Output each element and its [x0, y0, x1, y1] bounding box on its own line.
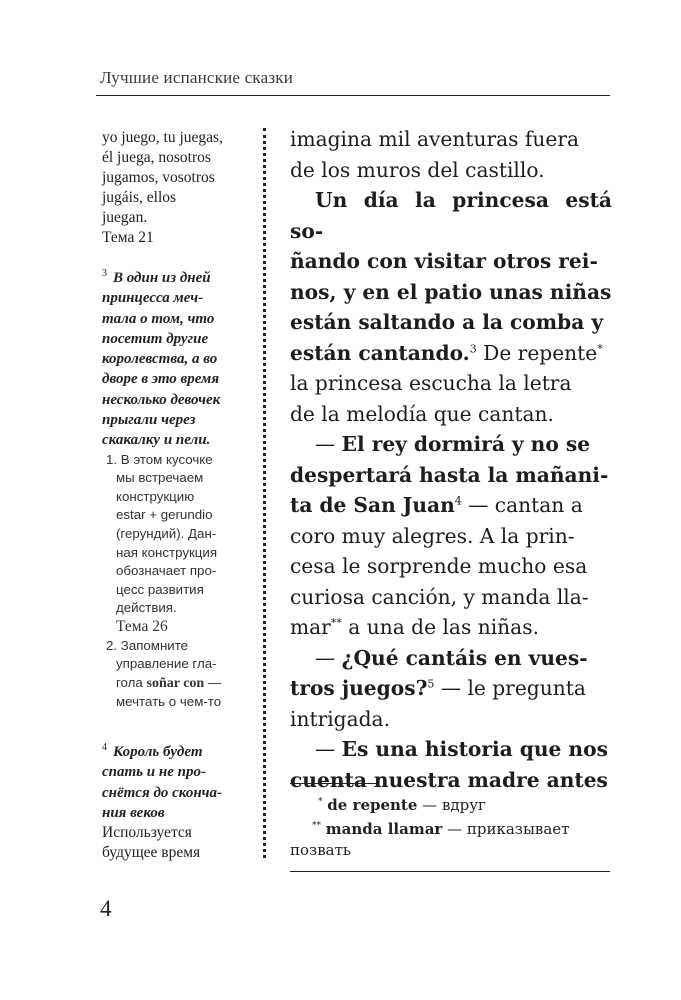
footnote-2-continued: позвать: [290, 841, 352, 859]
comment-line: ная конструкция: [116, 544, 218, 560]
note-line: Король будет: [113, 743, 203, 760]
comment-line: действия.: [116, 600, 177, 616]
conj-line: yo juego, tu juegas,: [102, 129, 223, 146]
text-line: [290, 185, 612, 246]
comment-term: soñar con: [146, 675, 205, 691]
footnote-def: — приказывает: [442, 820, 570, 838]
note-ref: 3: [469, 341, 477, 355]
comment-line: 1. В этом кусочке: [106, 451, 213, 467]
footnote-term: manda llamar: [325, 820, 443, 838]
text-line: intrigada.: [290, 706, 391, 731]
comment-line: 2. Запомните: [106, 637, 189, 653]
text-line: [290, 734, 612, 765]
comment-4-line: Используется: [102, 824, 192, 842]
footnote-2: [290, 814, 612, 841]
bold-text: Un día la princesa está so-: [290, 188, 612, 243]
text-line: [290, 612, 612, 643]
note-line: снётся до сконча-: [102, 784, 223, 801]
bold-text: ta de San Juan: [290, 493, 455, 517]
main-text: [290, 124, 612, 795]
text-line: curiosa canción, y manda lla-: [290, 584, 589, 609]
note-3-marker: 3: [102, 268, 107, 279]
comment-line: (герундий). Дан-: [116, 526, 217, 542]
footnote-mark: **: [312, 821, 321, 831]
comment-tema: Тема 26: [116, 618, 168, 636]
bold-text: despertará hasta la mañani-: [290, 462, 609, 487]
text-line: [290, 429, 612, 460]
bold-text: están saltando a la comba y: [290, 310, 604, 334]
note-line: спать и не про-: [102, 764, 206, 781]
note-line: прыгали через: [102, 412, 196, 429]
bold-text: nos, y en el patio unas niñas: [290, 279, 612, 304]
bold-text: cuenta nuestra madre antes: [290, 767, 608, 792]
comment-line: цесс развития: [116, 581, 204, 597]
footnote-ref: **: [330, 616, 342, 630]
note-line: королевства, а во: [102, 351, 218, 368]
comment-line: мечтать о чем-то: [116, 694, 222, 710]
text-line: imagina mil aventuras fuera: [290, 127, 580, 151]
text-line: [290, 307, 612, 338]
note-line: скакалку и пели.: [102, 432, 211, 449]
conj-line: jugáis, ellos: [102, 189, 177, 206]
text-line: de los muros del castillo.: [290, 157, 545, 182]
footnote-1: [290, 790, 612, 817]
comment-line: обозначает про-: [116, 563, 217, 579]
bold-text: ¿Qué cantáis en vues-: [341, 645, 588, 670]
bold-text: tros juegos?: [290, 676, 428, 700]
conj-line: jugamos, vosotros: [102, 169, 215, 186]
comment-line: [102, 674, 262, 694]
plain-text: — le pregunta: [434, 676, 586, 700]
note-line: ния веков: [102, 804, 165, 821]
conj-line: él juega, nosotros: [102, 149, 211, 166]
margin-notes: [102, 128, 262, 863]
conj-tema: Тема 21: [102, 229, 154, 246]
text-line: de la melodía que cantan.: [290, 401, 554, 426]
note-line: посетит другие: [102, 330, 209, 347]
note-line: несколько девочек: [102, 391, 221, 408]
text-line: cesa le sorprende mucho esa: [290, 554, 588, 578]
note-ref: 4: [454, 494, 462, 508]
bold-text: El rey dormirá y no se: [341, 432, 591, 456]
plain-text: a una de las niñas.: [341, 615, 539, 639]
text-line: [290, 490, 612, 521]
text-line: [290, 673, 612, 704]
comment-text: —: [204, 674, 222, 690]
comment-line: мы встречаем: [116, 470, 204, 486]
footnote-ref: *: [597, 341, 603, 355]
column-divider: [263, 128, 266, 858]
footnote-mark: *: [318, 797, 323, 807]
comment-line: estar + gerundio: [116, 507, 213, 523]
note-line: В один из дней: [113, 270, 211, 286]
bold-text: están cantando.: [290, 340, 470, 365]
note-line: принцесса меч-: [102, 290, 204, 307]
comment-line: конструкцию: [116, 488, 195, 504]
note-4: [102, 738, 262, 762]
note-4-marker: 4: [102, 741, 107, 753]
text-line: [290, 246, 612, 277]
text-line: [290, 643, 612, 674]
footnote-term: de repente: [327, 796, 418, 814]
text-line: [290, 277, 612, 308]
footnote-rule: [290, 783, 377, 784]
dash: —: [315, 645, 342, 670]
header-rule: [96, 95, 610, 96]
comment-4-line: будущее время: [102, 844, 201, 862]
text-line: [290, 460, 612, 491]
running-header: Лучшие испанские сказки: [100, 68, 293, 87]
note-3: [102, 264, 262, 288]
bold-text: Es una historia que nos: [341, 737, 608, 761]
plain-text: De repente: [476, 340, 598, 365]
plain-text: — cantan a: [461, 493, 583, 517]
comment-text: гола: [116, 674, 147, 690]
bold-text: ñando con visitar otros rei-: [290, 249, 598, 273]
bottom-rule: [290, 871, 610, 872]
comment-3: [102, 451, 262, 712]
page-number: 4: [100, 896, 112, 921]
text-line: [290, 338, 612, 369]
plain-text: mar: [290, 615, 331, 639]
footnote-def: — вдруг: [417, 796, 486, 814]
dash: —: [315, 432, 342, 456]
comment-line: управление гла-: [116, 656, 217, 672]
note-line: дворе в это время: [102, 371, 220, 388]
note-ref: 5: [427, 677, 435, 691]
text-line: la princesa escucha la letra: [290, 371, 572, 395]
dash: —: [315, 737, 342, 761]
conj-line: juegan.: [102, 209, 148, 226]
text-line: coro muy alegres. A la prin-: [290, 523, 575, 548]
note-line: тала о том, что: [102, 310, 215, 327]
